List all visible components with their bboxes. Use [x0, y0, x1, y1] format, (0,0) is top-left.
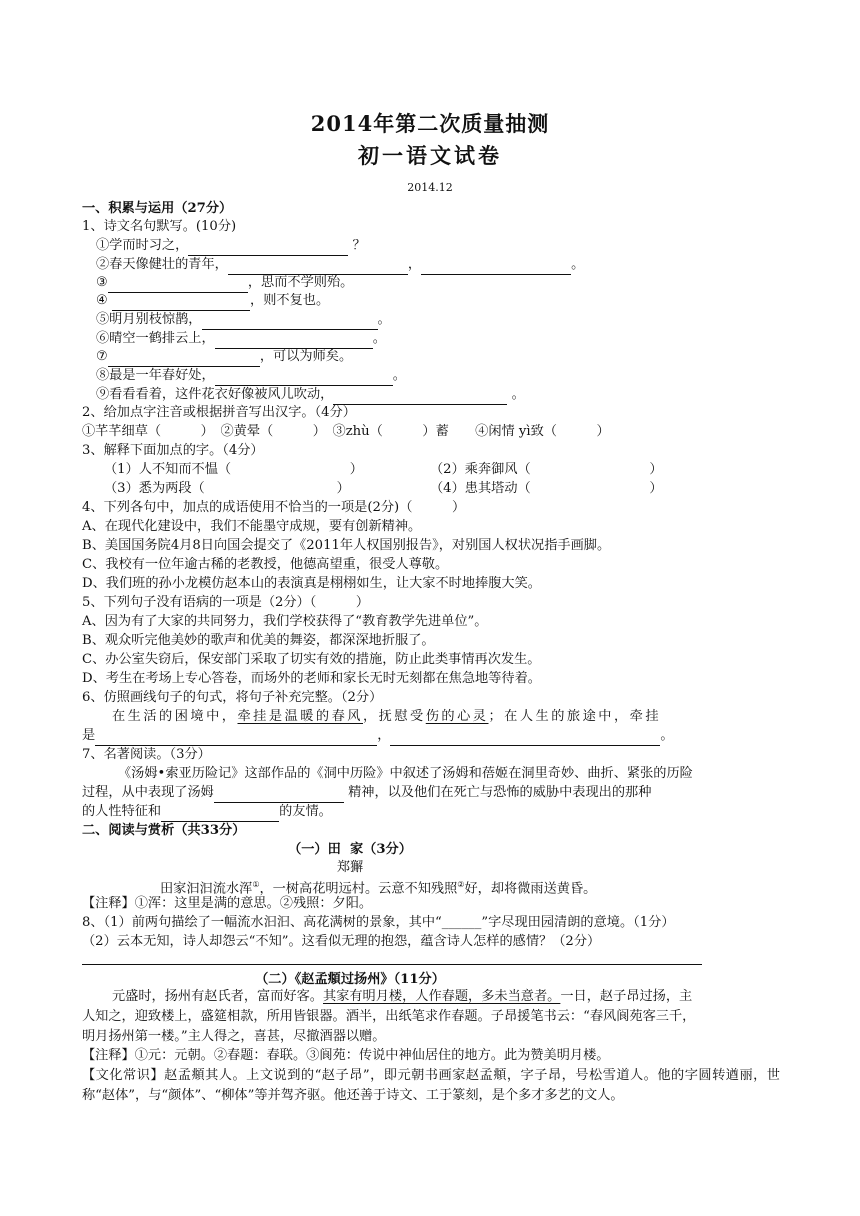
answer-blank[interactable]: [215, 330, 373, 349]
q3-item-3: （3）悉为两段（ ）: [104, 481, 350, 496]
q8-part-1: 8、（1）前两句描绘了一幅流水汩汩、高花满树的景象，其中“______”字尽现田园清朗的意境。（1分）: [82, 915, 675, 930]
q7-stem: 7、名著阅读。（3分）: [82, 747, 211, 762]
q1-item-8: ⑧最是一年春好处， 。: [96, 367, 406, 386]
q7-line-2: 过程，从中表现了汤姆 精神，以及他们在死亡与恐怖的威胁中表现出的那种: [82, 784, 651, 803]
q5-option-d: D、考生在考场上专心答卷，而场外的老师和家长无时无刻都在焦急地等待着。: [82, 671, 541, 686]
answer-blank[interactable]: [215, 367, 393, 386]
q3-item-4: （4）患其塔动（ ）: [430, 481, 663, 496]
part2-heading: 二、阅读与赏析（共33分）: [82, 823, 246, 838]
exam-date: 2014.12: [407, 181, 453, 194]
poem-title: （一）田 家（3分）: [288, 842, 412, 857]
section-divider: [82, 964, 702, 965]
part1-heading: 一、积累与运用（27分）: [82, 201, 233, 216]
answer-blank[interactable]: [108, 274, 248, 293]
exam-title: 2014年第二次质量抽测: [310, 111, 550, 136]
q1-item-4: ④ ，则不复也。: [96, 292, 329, 311]
q4-option-c: C、我校有一位年逾古稀的老教授，他德高望重，很受人尊敬。: [82, 557, 449, 572]
answer-blank[interactable]: [108, 348, 260, 367]
q3-item-1: （1）人不知而不愠（ ）: [104, 462, 363, 477]
q8-part-2: （2）云本无知，诗人却怨云“不知”。这看似无理的抱怨，蕴含诗人怎样的感情？（2分）: [82, 934, 601, 949]
answer-blank[interactable]: [214, 784, 344, 803]
answer-blank[interactable]: [421, 256, 571, 275]
answer-blank[interactable]: [390, 727, 660, 746]
q6-stem: 6、仿照画线句子的句式，将句子补充完整。（2分）: [82, 690, 383, 705]
q7-line-1: 《汤姆•索亚历险记》这部作品的《洞中历险》中叙述了汤姆和蓓姬在洞里奇妙、曲折、紧张的历险: [118, 766, 693, 781]
answer-blank[interactable]: [188, 237, 348, 256]
answer-blank[interactable]: [228, 256, 408, 275]
classical-line-3: 明月扬州第一楼。”主人得之，喜甚，尽撤酒器以赠。: [82, 1029, 386, 1044]
answer-blank[interactable]: [333, 386, 507, 405]
poem-author: 郑獬: [336, 860, 364, 875]
q4-stem: 4、下列各句中，加点的成语使用不恰当的一项是(2分)（ ）: [82, 500, 466, 515]
q6-sentence: 在生活的困境中，牵挂是温暖的春风，抚慰受伤的心灵；在人生的旅途中，牵挂: [112, 709, 662, 724]
q4-option-d: D、我们班的孙小龙模仿赵本山的表演真是栩栩如生，让大家不时地捧腹大笑。: [82, 576, 541, 591]
q1-item-1: ①学而时习之， ？: [96, 237, 366, 256]
poem-note: 【注释】①浑：这里是满的意思。②残照：夕阳。: [82, 896, 373, 911]
q1-item-7: ⑦ ，可以为师矣。: [96, 348, 352, 367]
q1-stem: 1、诗文名句默写。(10分): [82, 219, 237, 234]
q2-line: ①芊芊细草（ ） ②黄晕（ ） ③zhù（ ）蓄 ④闲情 yì致（ ）: [82, 424, 610, 439]
q5-option-a: A、因为有了大家的共同努力，我们学校获得了“教育教学先进单位”。: [82, 614, 488, 629]
q1-item-3: ③ ，思而不学则殆。: [96, 274, 353, 293]
q1-item-9: ⑨看看看着，这件花衣好像被风儿吹动， 。: [96, 386, 525, 405]
classical-note: 【注释】①元：元朝。②春题：春联。③阆苑：传说中神仙居住的地方。此为赞美明月楼。: [82, 1048, 610, 1063]
q1-item-5: ⑤明月别枝惊鹊， 。: [96, 311, 391, 330]
q4-option-a: A、在现代化建设中，我们不能墨守成规，要有创新精神。: [82, 519, 422, 534]
q6-answer-line: 是 ， 。: [82, 727, 674, 746]
classical-line-2: 人知之，迎致楼上，盛筵相款，所用皆银器。酒半，出纸笔求作春题。子昂援笔书云：“春风阆苑客三千，: [82, 1009, 696, 1024]
q5-stem: 5、下列句子没有语病的一项是（2分）（ ）: [82, 595, 370, 610]
answer-blank[interactable]: [202, 311, 378, 330]
q1-item-2: ②春天像健壮的青年， ， 。: [96, 256, 584, 275]
culture-note: 【文化常识】赵孟頫其人。上文说到的“赵子昂”，即元朝书画家赵孟頫，字子昂，号松雪道人。他的字圆转遒丽，世称“赵体”，与“颜体”、“柳体”等并驾齐驱。他还善于诗文、工于篆刻，是个多才多艺的文人。: [82, 1068, 780, 1103]
exam-subtitle: 初一语文试卷: [358, 143, 502, 168]
q3-item-2: （2）乘奔御风（ ）: [430, 462, 663, 477]
q1-item-6: ⑥晴空一鹤排云上， 。: [96, 330, 386, 349]
poem-text: 田家汩汩流水浑①，一树高花明远村。云意不知残照②好，却将微雨送黄昏。: [160, 880, 597, 897]
classical-line-1: 元盛时，扬州有赵氏者，富而好客。其家有明月楼，人作春题，多未当意者。一日，赵子昂过扬，主: [112, 989, 693, 1004]
answer-blank[interactable]: [112, 292, 250, 311]
q2-stem: 2、给加点字注音或根据拼音写出汉字。（4分）: [82, 405, 356, 420]
q7-line-3: 的人性特征和 的友情。: [82, 803, 332, 822]
answer-blank[interactable]: [161, 803, 279, 822]
answer-blank[interactable]: [95, 727, 377, 746]
q5-option-c: C、办公室失窃后，保安部门采取了切实有效的措施，防止此类事情再次发生。: [82, 652, 541, 667]
q5-option-b: B、观众听完他美妙的歌声和优美的舞姿，都深深地折服了。: [82, 633, 435, 648]
classical-title: （二）《赵孟頫过扬州》（11分）: [255, 972, 445, 987]
q4-option-b: B、美国国务院4月8日向国会提交了《2011年人权国别报告》，对别国人权状况指手画脚。: [82, 538, 611, 553]
q3-stem: 3、解释下面加点的字。（4分）: [82, 443, 264, 458]
